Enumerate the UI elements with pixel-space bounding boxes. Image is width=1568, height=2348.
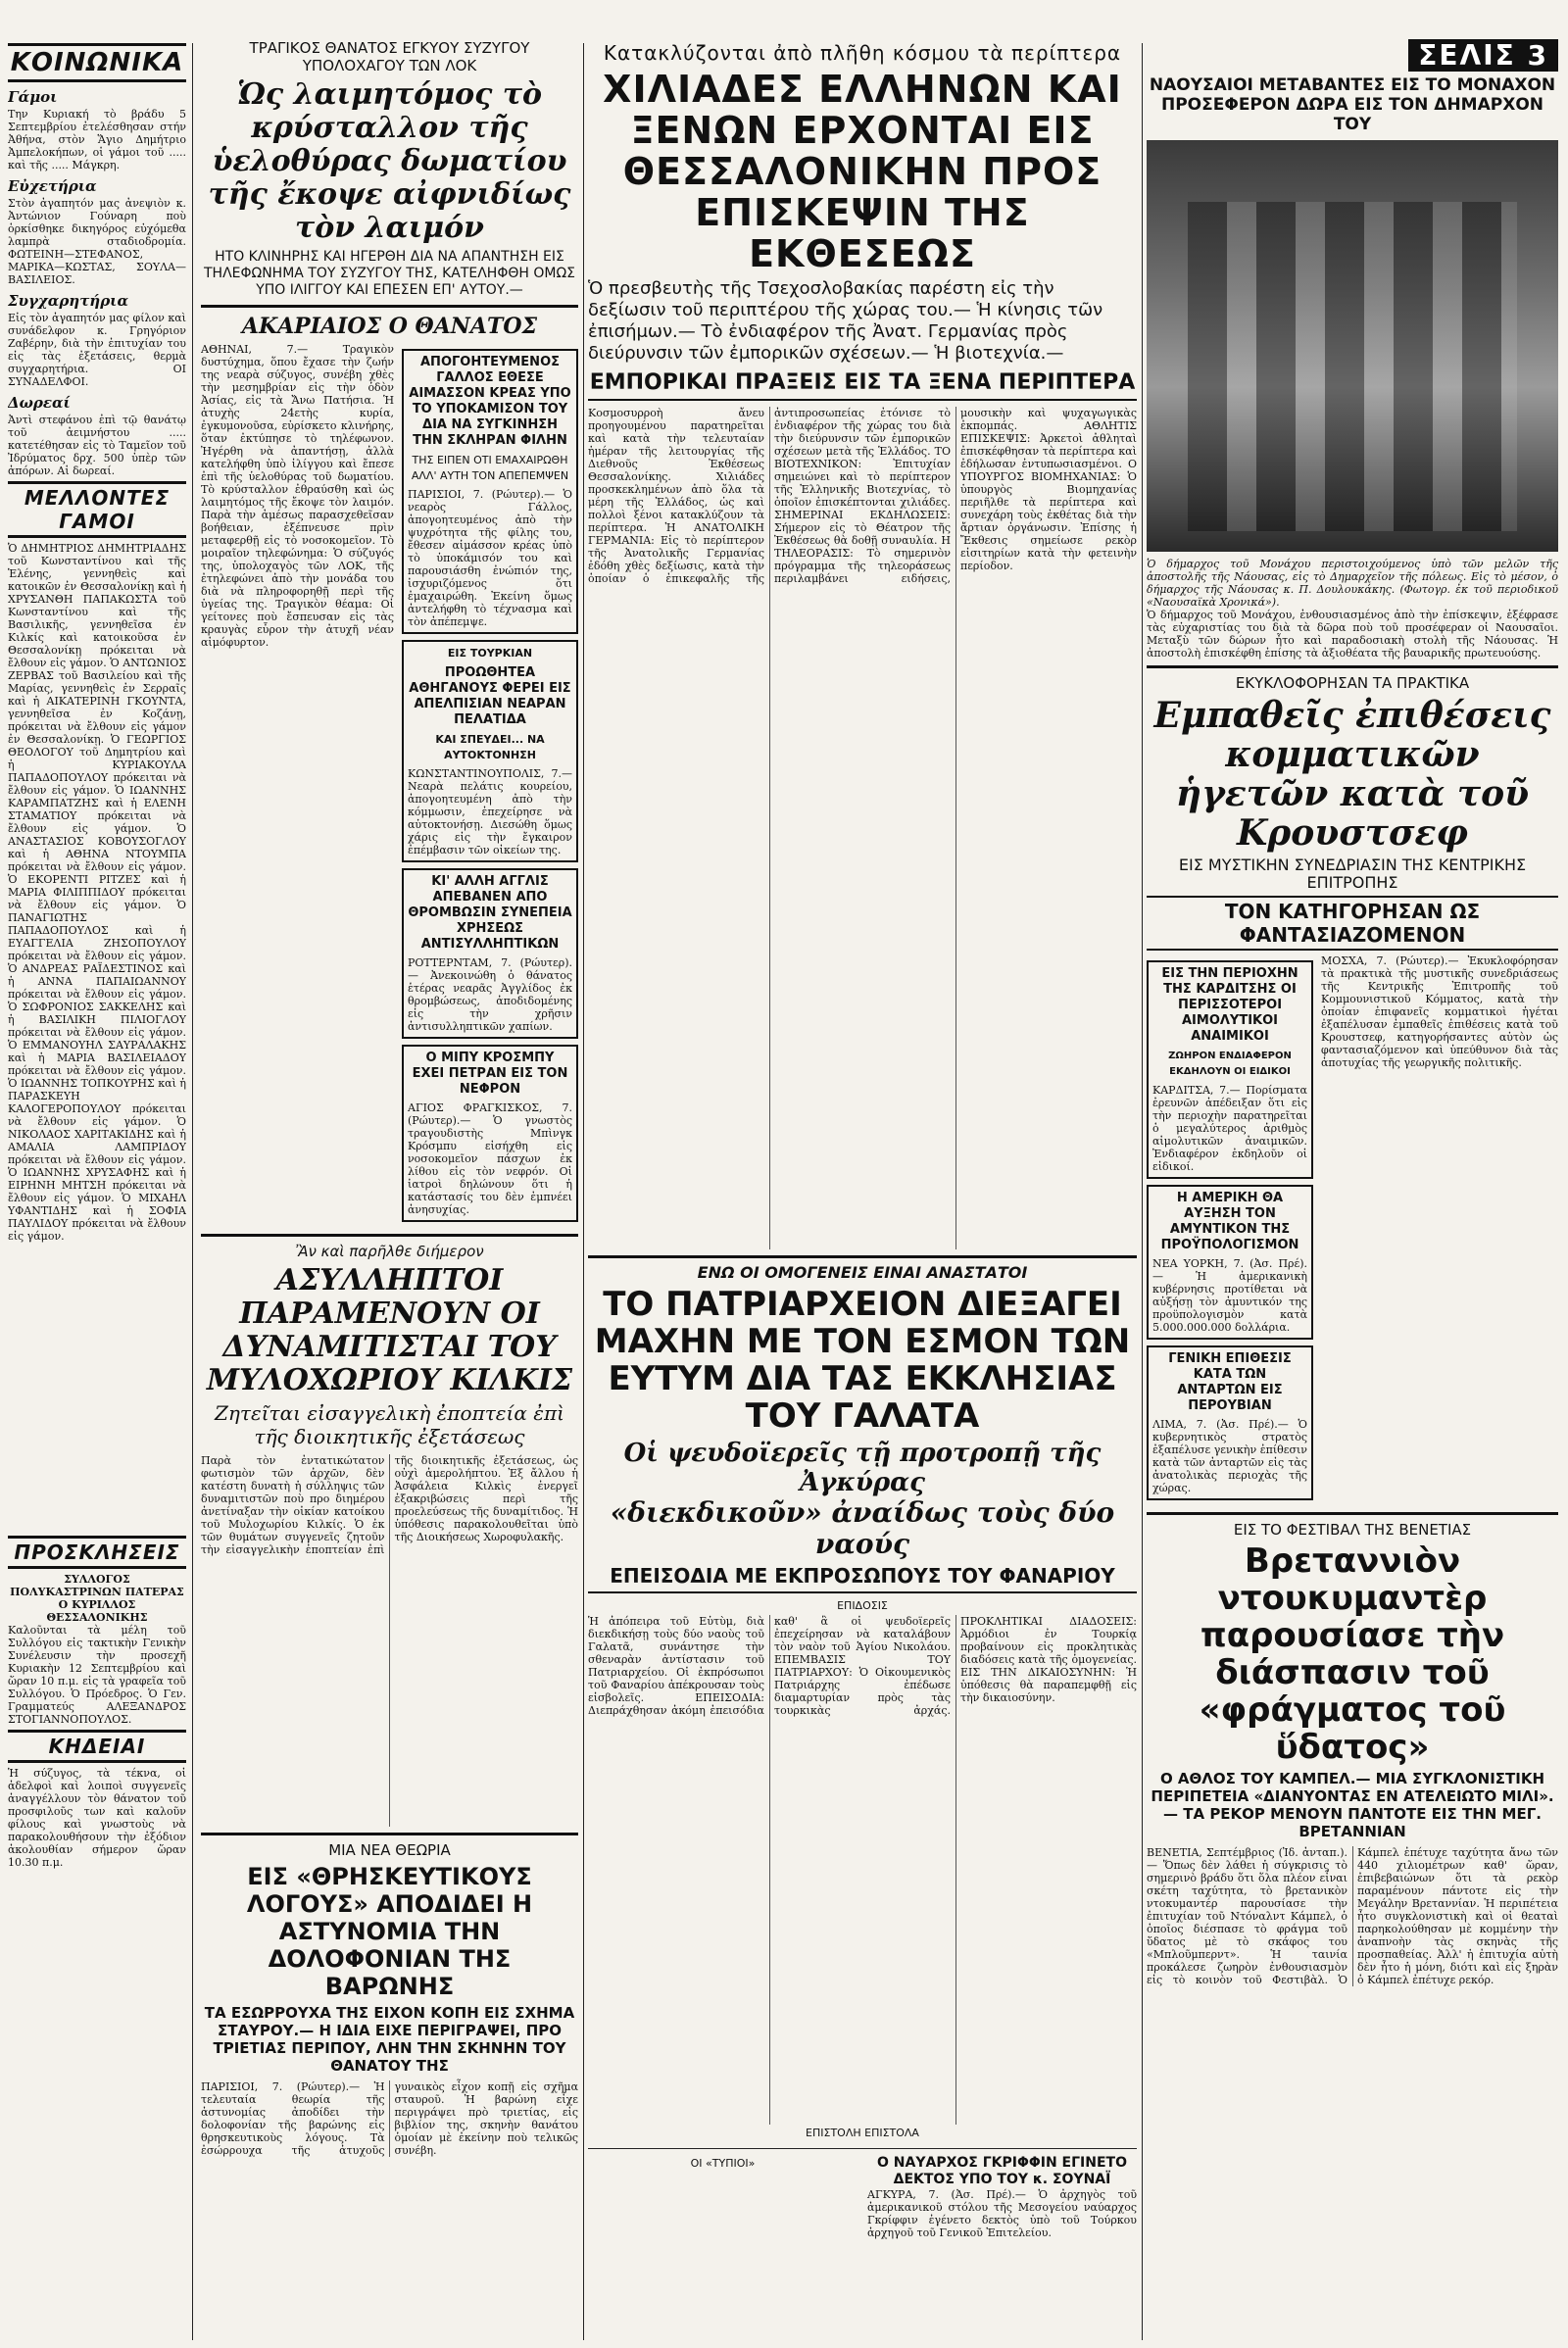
story1-headline: Ὡς λαιμητόμος τὸ κρύσταλλον τῆς ὑελοθύρας δωματίου τῆς ἔκοψε αἰφνιδίως τὸν λαιμόν (208, 77, 571, 245)
story1-text: ΑΘΗΝΑΙ, 7.— Τραγικὸν δυστύχημα, ὅπου ἔχασε τὴν ζωήν της νεαρὰ σύζυγος, συνέβη χθὲς τὴν μεσημβρίαν εἰς τὴν ὁδὸν Ἀσίας, εἰς τὰ Ἄνω Πατήσια. Ἡ ἀτυχὴς 24ετὴς κυρία, ἐγκυμονοῦσα, εὑρίσκετο κλινήρης, ὅταν ἐκτύπησε τὸ τηλέφωνον. Ἠγέρθη νὰ ἀπαντήσῃ, ἀλλὰ κατελήφθη ὑπὸ ἰλίγγου καὶ ἔπεσε ἐπὶ τῆς ὑελοθύρας τοῦ δωματίου. Τὸ κρύσταλλον ἐθραύσθη καὶ ὡς λαιμητόμος τῆς ἔκοψε τὸν λαιμόν. Παρὰ τὴν ἀμέσως παρασχεθεῖσαν βοήθειαν, ἐξέπνευσε πρὶν μεταφερθῇ εἰς τὸ νοσοκομεῖον. Τὸ μοιραῖον τηλεφώνημα: Ὁ σύζυγός της, ὑπολοχαγὸς τῶν ΛΟΚ, τῆς ἐτηλεφώνει ἀπὸ τὴν μονάδα του διὰ νὰ πληροφορηθῇ περὶ τῆς ὑγείας της. Τραγικὸν θέαμα: Οἱ γείτονες ποὺ ἔσπευσαν εἰς τὰς κραυγὰς εὗρον τὴν ἀτυχῆ νέαν αἱμόφυρτον. (201, 343, 394, 649)
rebels-headline: ΓΕΝΙΚΗ ΕΠΙΘΕΣΙΣ ΚΑΤΑ ΤΩΝ ΑΝΤΑΡΤΩΝ ΕΙΣ ΠΕΡΟΥΒΙΑΝ (1168, 1351, 1292, 1413)
social-section-title: ΚΟΙΝΩΝΙΚΑ (8, 43, 186, 82)
column-rule (192, 43, 193, 2340)
venice-headline: Βρεταννιὸν ντουκυμαντὲρ παρουσίασε τὴν διάσπασιν τοῦ «φράγματος τοῦ ὕδατος» (1199, 1541, 1506, 1767)
donations-label: Δωρεαί (8, 394, 71, 412)
photo-story-text: Ὁ δήμαρχος τοῦ Μονάχου, ἐνθουσιασμένος ἀπὸ τὴν ἐπίσκεψιν, ἐξέφρασε τὰς εὐχαριστίας του διὰ τὰ δῶρα ποὺ τοῦ προσέφεραν οἱ Ναουσαῖοι. Μεταξὺ τῶν δώρων ἦτο καὶ παραδοσιακὴ στολὴ τῆς Νάουσας. Ἡ ἀποστολὴ ἐπισκέφθη ἐπίσης τὰ ἀξιοθέατα τῆς βαυαρικῆς πρωτευούσης. (1147, 609, 1558, 660)
sidebar-story-box (402, 1045, 578, 1222)
sidebar-story-box (402, 640, 578, 862)
future-weddings-title: ΜΕΛΛΟΝΤΕΣ ΓΑΜΟΙ (8, 481, 186, 538)
usa-headline: Η ΑΜΕΡΙΚΗ ΘΑ ΑΥΞΗΣΗ ΤΟΝ ΑΜΥΝΤΙΚΟΝ ΤΗΣ ΠΡΟΫΠΟΛΟΓΙΣΜΟΝ (1160, 1191, 1299, 1252)
patriarchate-subhead: ΕΠΕΙΣΟΔΙΑ ΜΕ ΕΚΠΡΟΣΩΠΟΥΣ ΤΟΥ ΦΑΝΑΡΙΟΥ (588, 1564, 1137, 1593)
kremlin-headline: Εμπαθεῖς ἐπιθέσεις κομματικῶν ἡγετῶν κατὰ τοῦ Κρουστσεφ (1153, 695, 1551, 854)
fair-text: Κοσμοσυρροὴ ἄνευ προηγουμένου παρατηρεῖται καὶ κατὰ τὴν τελευταίαν ἡμέραν τῆς λειτουργίας τῆς Διεθνοῦς Ἐκθέσεως Θεσσαλονίκης. Χιλιάδες προσκεκλημένων ἀπὸ ὅλα τὰ μέρη τῆς Ἑλλάδος, ὡς καὶ πολλοὶ ξένοι κατακλύζουν τὰ περίπτερα. Ἡ ΑΝΑΤΟΛΙΚΗ ΓΕΡΜΑΝΙΑ: Εἰς τὸ περίπτερον τῆς Ἀνατολικῆς Γερμανίας ἐδόθη χθὲς δεξίωσις, κατὰ τὴν ὁποίαν ὁ ἐπικεφαλῆς τῆς ἀντιπροσωπείας ἐτόνισε τὸ ἐνδιαφέρον τῆς χώρας του διὰ τὴν διεύρυνσιν τῶν ἐμπορικῶν σχέσεων μετὰ τῆς Ἑλλάδος. ΤΟ ΒΙΟΤΕΧΝΙΚΟΝ: Ἐπιτυχίαν σημειώνει καὶ τὸ περίπτερον τῆς Ἑλληνικῆς Βιοτεχνίας, τὸ ὁποῖον ἐπισκέπτονται χιλιάδες. ΣΗΜΕΡΙΝΑΙ ΕΚΔΗΛΩΣΕΙΣ: Σήμερον εἰς τὸ Θέατρον τῆς Ἐκθέσεως θὰ δοθῇ συναυλία. Η ΤΗΛΕΟΡΑΣΙΣ: Τὸ σημερινὸν πρόγραμμα τῆς τηλεοράσεως περιλαμβάνει ειδήσεις, μουσικὴν καὶ ψυχαγωγικὰς ἐκπομπάς. ΑΘΛΗΤΙΣ ΕΠΙΣΚΕΨΙΣ: Ἀρκετοὶ ἀθληταὶ ἐπισκέφθησαν τὰ περίπτερα καὶ ἐδήλωσαν ἐντυπωσιασμένοι. Ο ΥΠΟΥΡΓΟΣ ΒΙΟΜΗΧΑΝΙΑΣ: Ὁ ὑπουργὸς Βιομηχανίας περιῆλθε τὰ περίπτερα καὶ συνεχάρη τοὺς ἐκθέτας διὰ τὴν ἄρτιαν ὀργάνωσιν. Ἐπίσης ἡ Ἔκθεσις σημείωσε ρεκὸρ εἰσιτηρίων κατὰ τὴν φετεινὴν περίοδον. (588, 407, 1137, 585)
mid-box3-title: ΟΙ «ΤΥΠΙΟΙ» (690, 2157, 756, 2170)
box1-sub: ΤΗΣ ΕΙΠΕΝ ΟΤΙ ΕΜΑΧΑΙΡΩΘΗ ΑΛΛ' ΑΥΤΗ ΤΟΝ ΑΠΕΠΕΜΨΕΝ (411, 454, 569, 482)
page-number-badge: ΣΕΛΙΣ 3 (1408, 39, 1558, 72)
photo-headline: ΝΑΟΥΣΑΙΟΙ ΜΕΤΑΒΑΝΤΕΣ ΕΙΣ ΤΟ ΜΟΝΑΧΟΝ ΠΡΟΣΕΦΕΡΟΝ ΔΩΡΑ ΕΙΣ ΤΟΝ ΔΗΜΑΡΧΟΝ ΤΟΥ (1149, 75, 1556, 134)
admiral-text: ΑΓΚΥΡΑ, 7. (Ἀσ. Πρέ).— Ὁ ἀρχηγὸς τοῦ ἀμερικανικοῦ στόλου τῆς Μεσογείου ναύαρχος Γκρίφφιν ἐγένετο δεκτὸς ὑπὸ τοῦ Τούρκου ἀρχηγοῦ τοῦ Γενικοῦ Ἐπιτελείου. (867, 2188, 1137, 2239)
sidebar-story-box (1147, 1345, 1313, 1500)
venice-deck: Ο ΑΘΛΟΣ ΤΟΥ ΚΑΜΠΕΛ.— ΜΙΑ ΣΥΓΚΛΟΝΙΣΤΙΚΗ ΠΕΡΙΠΕΤΕΙΑ «ΔΙΑΝΥΟΝΤΑΣ ΕΝ ΑΤΕΛΕΙΩΤΟ ΜΙΛΙ».— ΤΑ ΡΕΚΟΡ ΜΕΝΟΥΝ ΠΑΝΤΟΤΕ ΕΙΣ ΤΗΝ ΜΕΓ. ΒΡΕΤΑΝΝΙΑΝ (1151, 1770, 1554, 1840)
fair-headline: ΧΙΛΙΑΔΕΣ ΕΛΛΗΝΩΝ ΚΑΙ ΞΕΝΩΝ ΕΡΧΟΝΤΑΙ ΕΙΣ ΘΕΣΣΑΛΟΝΙΚΗΝ ΠΡΟΣ ΕΠΙΣΚΕΨΙΝ ΤΗΣ ΕΚΘΕΣΕΩΣ (603, 68, 1122, 275)
rebels-text: ΛΙΜΑ, 7. (Ἀσ. Πρέ).— Ὁ κυβερνητικὸς στρατὸς ἐξαπέλυσε γενικὴν ἐπίθεσιν κατὰ τῶν ἀνταρτῶν εἰς τὰς ἀνατολικὰς περιοχὰς τῆς χώρας. (1152, 1418, 1307, 1494)
box2-title: ΕΙΣ ΤΟΥΡΚΙΑΝ (447, 647, 533, 660)
anemia-headline: ΕΙΣ ΤΗΝ ΠΕΡΙΟΧΗΝ ΤΗΣ ΚΑΡΔΙΤΣΗΣ ΟΙ ΠΕΡΙΣΣΟΤΕΡΟΙ ΑΙΜΟΛΥΤΙΚΟΙ ΑΝΑΙΜΙΚΟΙ (1161, 966, 1298, 1044)
story3-headline: ΕΙΣ «ΘΡΗΣΚΕΥΤΙΚΟΥΣ ΛΟΓΟΥΣ» ΑΠΟΔΙΔΕΙ Η ΑΣΤΥΝΟΜΙΑ ΤΗΝ ΔΟΛΟΦΟΝΙΑΝ ΤΗΣ ΒΑΡΩΝΗΣ (246, 1863, 533, 2000)
venice-text: ΒΕΝΕΤΙΑ, Σεπτέμβριος (Ἰδ. ἀνταπ.).— Ὅπως δὲν λάθει ἡ σύγκρισις τὸ σημερινὸ βράδυ ὅτι ὅλα πλέον εἶναι σκέτη ταχύτητα, τὸ βρετανικὸν ντοκυμαντέρ παρουσίασε τὴν ἐπιτυχίαν τοῦ Ντόναλντ Κάμπελ, ὁ ὁποῖος διέσπασε τὸ φράγμα τοῦ ὕδατος μὲ τὸ σκάφος του «Μπλοῦμπερντ». Ἡ ταινία προκάλεσε ζωηρὸν ἐνθουσιασμὸν εἰς τὸ κοινὸν τοῦ Φεστιβὰλ. Ὁ Κάμπελ ἐπέτυχε ταχύτητα ἄνω τῶν 440 χιλιομέτρων καθ' ὥραν, ἐπιβεβαιώνων ὅτι τὰ ρεκὸρ παραμένουν πάντοτε εἰς τὴν Μεγάλην Βρεταννίαν. Ἡ περιπέτεια ἦτο συγκλονιστικὴ καὶ οἱ θεαταὶ παρηκολούθησαν μὲ κομμένην τὴν ἀναπνοὴν τὰς σκηνὰς τῆς προσπαθείας. Ἀλλ' ἡ ἐπιτυχία αὐτὴ δὲν ἦτο ἡ μόνη, διότι καὶ εἰς ξηρὰν ὁ Κάμπελ ἐπέτυχε ρεκόρ. (1147, 1846, 1558, 1986)
sidebar-story-box (1147, 960, 1313, 1179)
column-rule (583, 43, 584, 2340)
story3-kicker: ΜΙΑ ΝΕΑ ΘΕΩΡΙΑ (328, 1841, 451, 1859)
sidebar-story-box (402, 868, 578, 1039)
kremlin-subhead-2: ΤΟΝ ΚΑΤΗΓΟΡΗΣΑΝ ΩΣ ΦΑΝΤΑΣΙΑΖΟΜΕΝΟΝ (1147, 896, 1558, 951)
anemia-subhead: ΖΩΗΡΟΝ ΕΝΔΙΑΦΕΡΟΝ ΕΚΔΗΛΟΥΝ ΟΙ ΕΙΔΙΚΟΙ (1168, 1051, 1292, 1077)
box2-text: ΚΩΝΣΤΑΝΤΙΝΟΥΠΟΛΙΣ, 7.— Νεαρὰ πελάτις κουρείου, ἀπογοητευμένη ἀπὸ τὴν κόμμωσιν, ἐπεχείρησε νὰ αὐτοκτονήσῃ. Διεσώθη ὅμως χάρις εἰς τὴν ἔγκαιρον ἐπέμβασιν τῶν οἰκείων της. (408, 767, 572, 856)
thanks-label: Εὐχετήρια (8, 177, 97, 195)
story2-kicker: Ἂν καὶ παρῆλθε διήμερον (295, 1243, 484, 1260)
news-column-center (588, 39, 1137, 2338)
anemia-text: ΚΑΡΔΙΤΣΑ, 7.— Πορίσματα ἐρευνῶν ἀπέδειξαν ὅτι εἰς τὴν περιοχὴν παρατηρεῖται ὁ μεγαλύτερος ἀριθμὸς αἱμολυτικῶν ἀναιμικῶν. Ἐνδιαφέρον ἐκδηλοῦν οἱ εἰδικοί. (1152, 1084, 1307, 1173)
story1-deck: ΗΤΟ ΚΛΙΝΗΡΗΣ ΚΑΙ ΗΓΕΡΘΗ ΔΙΑ ΝΑ ΑΠΑΝΤΗΣΗ ΕΙΣ ΤΗΛΕΦΩΝΗΜΑ ΤΟΥ ΣΥΖΥΓΟΥ ΤΗΣ, ΚΑΤΕΛΗΦΘΗ ΟΜΩΣ ΥΠΟ ΙΛΙΓΓΟΥ ΚΑΙ ΕΠΕΣΕΝ ΕΠ' ΑΥΤΟΥ.— (203, 249, 575, 298)
kremlin-subhead: ΕΙΣ ΜΥΣΤΙΚΗΝ ΣΥΝΕΔΡΙΑΣΙΝ ΤΗΣ ΚΕΝΤΡΙΚΗΣ ΕΠΙΤΡΟΠΗΣ (1178, 856, 1527, 892)
weddings-text: Την Κυριακή τὸ βράδυ 5 Σεπτεμβρίου ἐτελέσθησαν στήν Ἀθήνα, στὸν Ἅγιο Δημήτριο Ἀμπελοκήπων, οἱ γάμοι τοῦ ..... καὶ τῆς ..... Μάγκρη. (8, 108, 186, 171)
patriarchate-kicker: ΕΝΩ ΟΙ ΟΜΟΓΕΝΕΙΣ ΕΙΝΑΙ ΑΝΑΣΤΑΤΟΙ (697, 1263, 1028, 1282)
box4-text: ΑΓΙΟΣ ΦΡΑΓΚΙΣΚΟΣ, 7. (Ρώυτερ).— Ὁ γνωστὸς τραγουδιστὴς Μπὶνγκ Κρόσμπυ εἰσήχθη εἰς νοσοκομεῖον πάσχων ἐκ λίθου εἰς τὸν νεφρόν. Οἱ ἰατροὶ δηλώνουν ὅτι ἡ κατάστασίς του δὲν ἐμπνέει ἀνησυχίας. (408, 1101, 572, 1216)
thanks-text: Στὸν ἀγαπητόν μας ἀνεψιὸν κ. Ἀντώνιον Γούναρη ποὺ ὁρκίσθηκε δικηγόρος εὐχόμεθα λαμπρὰ σταδιοδρομία. ΦΩΤΕΙΝΗ—ΣΤΕΦΑΝΟΣ, ΜΑΡΙΚΑ—ΚΩΣΤΑΣ, ΣΟΥΛΑ—ΒΑΣΙΛΕΙΟΣ. (8, 197, 186, 286)
funerals-text: Ἡ σύζυγος, τὰ τέκνα, οἱ ἀδελφοὶ καὶ λοιποὶ συγγενεῖς ἀναγγέλλουν τὸν θάνατον τοῦ προσφιλοῦς των καὶ καλοῦν φίλους καὶ γνωστοὺς νὰ παρακολουθήσουν τὴν ἐξόδιον ἀκολουθίαν σήμερον ὥραν 10.30 π.μ. (8, 1767, 186, 1869)
admiral-headline: Ο ΝΑΥΑΡΧΟΣ ΓΚΡΙΦΦΙΝ ΕΓΙΝΕΤΟ ΔΕΚΤΟΣ ΥΠΟ ΤΟΥ κ. ΣΟΥΝΑΪ (877, 2155, 1127, 2187)
usa-text: ΝΕΑ ΥΟΡΚΗ, 7. (Ἀσ. Πρέ).— Ἡ ἀμερικανικὴ κυβέρνησις προτίθεται νὰ αὐξήσῃ τὸν ἀμυντικόν της προϋπολογισμὸν κατὰ 5.000.000.000 δολλάρια. (1152, 1257, 1307, 1334)
kremlin-kicker: ΕΚΥΚΛΟΦΟΡΗΣΑΝ ΤΑ ΠΡΑΚΤΙΚΑ (1235, 674, 1470, 692)
invitations-sub: ΣΥΛΛΟΓΟΣ ΠΟΛΥΚΑΣΤΡΙΝΩΝ ΠΑΤΕΡΑΣ Ο ΚΥΡΙΛΛΟΣ ΘΕΣΣΑΛΟΝΙΚΗΣ (10, 1573, 184, 1624)
story2-text: Παρὰ τὸν ἐντατικώτατον φωτισμὸν τῶν ἀρχῶν, δὲν κατέστη δυνατὴ ἡ σύλληψις τῶν δυναμιτιστῶν ποὺ προ διημέρου ἀνετίναξαν τὴν οἰκίαν κατοίκου τοῦ Μυλοχωρίου Κιλκίς. Ὁ ἐκ τῶν θυμάτων συγγενεῖς ζητοῦν τὴν εἰσαγγελικὴν ἐποπτείαν ἐπὶ τῆς διοικητικῆς ἐξετάσεως, ὡς οὐχὶ ἀμερολήπτου. Ἐξ ἄλλου ἡ Ἀσφάλεια Κιλκὶς ἐνεργεῖ ἐξακριβώσεις περὶ τῆς προελεύσεως τῆς δυναμίτιδος. Ἡ ὑπόθεσις παρακολουθεῖται ὑπὸ τῆς Διοικήσεως Χωροφυλακῆς. (201, 1454, 578, 1556)
fair-deck: Ὁ πρεσβευτὴς τῆς Τσεχοσλοβακίας παρέστη εἰς τὴν δεξίωσιν τοῦ περιπτέρου τῆς χώρας του.— Ἡ κίνησις τῶν ἐπισήμων.— Τὸ ἐνδιαφέρον τῆς Ἀνατ. Γερμανίας πρὸς διεύρυνσιν τῶν ἐμπορικῶν σχέσεων.— Ἡ βιοτεχνία.— (588, 278, 1103, 364)
news-column-left (201, 39, 578, 2338)
funerals-title: ΚΗΔΕΙΑΙ (8, 1730, 186, 1763)
sidebar-story-box (402, 349, 578, 634)
kremlin-text: ΜΟΣΧΑ, 7. (Ρώυτερ).— Ἐκυκλοφόρησαν τὰ πρακτικὰ τῆς μυστικῆς συνεδριάσεως τῆς Κεντρικῆς Ἐπιτροπῆς τοῦ Κομμουνιστικοῦ Κόμματος, κατὰ τὴν ὁποίαν ἐπιφανεῖς κομματικοὶ ἡγέται ἐξαπέλυσαν ἐμπαθεῖς ἐπιθέσεις κατὰ τοῦ Κρουστσεφ, κατηγορήσαντες αὐτὸν ὡς φαντασιαζόμενον καὶ ὑπεύθυνον διὰ τὰς ἀποτυχίας τῆς γεωργικῆς πολιτικῆς. (1321, 954, 1558, 1069)
story2-subhead: Ζητεῖται εἰσαγγελικὴ ἐποπτεία ἐπὶ τῆς διοικητικῆς ἐξετάσεως (215, 1401, 564, 1448)
mid-box1-title: ΕΠΙΔΟΣΙΣ (837, 1599, 888, 1612)
congrats-label: Συγχαρητήρια (8, 292, 128, 310)
box1-text: ΠΑΡΙΣΙΟΙ, 7. (Ρώυτερ).— Ὁ νεαρὸς Γάλλος, ἀπογοητευμένος ἀπὸ τὴν ψυχρότητα τῆς φίλης του, ἔθεσεν αἱμάσσον κρέας ὑπὸ τὸ ὑποκάμισόν του καὶ παρουσιάσθη ἐνώπιόν της, ἰσχυριζόμενος ὅτι ἐμαχαιρώθη. Ἐκείνη ὅμως ἀντελήφθη τὸ τέχνασμα καὶ τὸν ἀπέπεμψε. (408, 488, 572, 628)
box3-title: ΚΙ' ΑΛΛΗ ΑΓΓΛΙΣ ΑΠΕΒΑΝΕΝ ΑΠΟ ΘΡΟΜΒΩΣΙΝ ΣΥΝΕΠΕΙΑ ΧΡΗΣΕΩΣ ΑΝΤΙΣΥΛΛΗΠΤΙΚΩΝ (408, 874, 572, 952)
future-weddings-text: Ὁ ΔΗΜΗΤΡΙΟΣ ΔΗΜΗΤΡΙΑΔΗΣ τοῦ Κωνσταντίνου καὶ τῆς Ἑλένης, γεννηθεὶς καὶ κατοικῶν ἐν Θεσσαλονίκῃ καὶ ἡ ΧΡΥΣΑΝΘΗ ΠΑΠΑΚΩΣΤΑ τοῦ Κωνσταντίνου καὶ τῆς Βασιλικῆς, γεννηθεῖσα ἐν Κιλκίς καὶ κατοικοῦσα ἐν Θεσσαλονίκῃ πρόκειται νὰ ἔλθουν εἰς γάμον. Ὁ ΑΝΤΩΝΙΟΣ ΖΕΡΒΑΣ τοῦ Βασιλείου καὶ τῆς Μαρίας, γεννηθεὶς ἐν Σερραῖς καὶ ἡ ΑΙΚΑΤΕΡΙΝΗ ΓΚΟΥΝΤΑ, γεννηθεῖσα ἐν Κοζάνῃ, πρόκειται νὰ ἔλθουν εἰς γάμον ἐν Θεσσαλονίκῃ. Ὁ ΓΕΩΡΓΙΟΣ ΘΕΟΛΟΓΟΥ τοῦ Δημητρίου καὶ ἡ ΚΥΡΙΑΚΟΥΛΑ ΠΑΠΑΔΟΠΟΥΛΟΥ πρόκειται νὰ ἔλθουν εἰς γάμον. Ὁ ΙΩΑΝΝΗΣ ΚΑΡΑΜΠΑΤΖΗΣ καὶ ἡ ΕΛΕΝΗ ΣΤΑΜΑΤΙΟΥ πρόκειται νὰ ἔλθουν εἰς γάμον. Ὁ ΑΝΑΣΤΑΣΙΟΣ ΚΟΒΟΥΣΟΓΛΟΥ καὶ ἡ ΑΘΗΝΑ ΝΤΟΥΜΠΑ πρόκειται νὰ ἔλθουν εἰς γάμον. Ὁ ΕΚΟΡΕΝΤΙ ΡΙΤΖΕΣ καὶ ἡ ΜΑΡΙΑ ΦΙΛΙΠΠΙΔΟΥ πρόκειται νὰ ἔλθουν εἰς γάμον. Ὁ ΠΑΝΑΓΙΩΤΗΣ ΠΑΠΑΔΟΠΟΥΛΟΣ καὶ ἡ ΕΥΑΓΓΕΛΙΑ ΖΗΣΟΠΟΥΛΟΥ πρόκειται νὰ ἔλθουν εἰς γάμον. Ὁ ΑΝΔΡΕΑΣ ΡΑΪΔΕΣΤΙΝΟΣ καὶ ἡ ΑΝΝΑ ΠΑΠΑΙΩΑΝΝΟΥ πρόκειται νὰ ἔλθουν εἰς γάμον. Ὁ ΣΩΦΡΟΝΙΟΣ ΣΑΚΚΕΛΗΣ καὶ ἡ ΒΑΣΙΛΙΚΗ ΠΙΛΙΟΓΛΟΥ πρόκειται νὰ ἔλθουν εἰς γάμον. Ὁ ΕΜΜΑΝΟΥΗΛ ΣΑΥΡΑΛΑΚΗΣ καὶ ἡ ΜΑΡΙΑ ΒΑΣΙΛΕΙΑΔΟΥ πρόκειται νὰ ἔλθουν εἰς γάμον. Ὁ ΙΩΑΝΝΗΣ ΤΟΠΚΟΥΡΗΣ καὶ ἡ ΠΑΡΑΣΚΕΥΗ ΚΑΛΟΓΕΡΟΠΟΥΛΟΥ πρόκειται νὰ ἔλθουν εἰς γάμον. Ὁ ΝΙΚΟΛΑΟΣ ΧΑΡΙΤΑΚΙΔΗΣ καὶ ἡ ΑΜΑΛΙΑ ΛΑΜΠΡΙΔΟΥ πρόκειται νὰ ἔλθουν εἰς γάμον. Ὁ ΙΩΑΝΝΗΣ ΧΡΥΣΑΦΗΣ καὶ ἡ ΕΙΡΗΝΗ ΜΗΤΣΗ πρόκειται νὰ ἔλθουν εἰς γάμον. Ὁ ΜΙΧΑΗΛ ΥΦΑΝΤΙΔΗΣ καὶ ἡ ΣΟΦΙΑ ΠΑΥΛΙΔΟΥ πρόκειται νὰ ἔλθουν εἰς γάμον. (8, 542, 186, 1243)
story1-kicker: ΤΡΑΓΙΚΟΣ ΘΑΝΑΤΟΣ ΕΓΚΥΟΥ ΣΥΖΥΓΟΥ ΥΠΟΛΟΧΑΓΟΥ ΤΩΝ ΛΟΚ (249, 39, 530, 74)
venice-kicker: ΕΙΣ ΤΟ ΦΕΣΤΙΒΑΛ ΤΗΣ ΒΕΝΕΤΙΑΣ (1233, 1521, 1472, 1539)
box2-sub: ΚΑΙ ΣΠΕΥΔΕΙ... ΝΑ ΑΥΤΟΚΤΟΝΗΣΗ (435, 733, 545, 761)
invitations-title: ΠΡΟΣΚΛΗΣΕΙΣ (8, 1536, 186, 1569)
fair-kicker: Κατακλύζονται ἀπὸ πλῆθη κόσμου τὰ περίπτερα (603, 41, 1122, 65)
patriarchate-deck2: «διεκδικοῦν» ἀναίδως τοὺς δύο ναούς (610, 1496, 1115, 1560)
story3-deck: ΤΑ ΕΣΩΡΡΟΥΧΑ ΤΗΣ ΕΙΧΟΝ ΚΟΠΗ ΕΙΣ ΣΧΗΜΑ ΣΤΑΥΡΟΥ.— Η ΙΔΙΑ ΕΙΧΕ ΠΕΡΙΓΡΑΨΕΙ, ΠΡΟ ΤΡΙΕΤΙΑΣ ΠΕΡΙΠΟΥ, ΛΗΝ ΤΗΝ ΣΚΗΝΗΝ ΤΟΥ ΘΑΝΑΤΟΥ ΤΗΣ (204, 2004, 575, 2075)
weddings-label: Γάμοι (8, 88, 58, 106)
box2-head: ΠΡΟΩΘΗΤΕΑ ΑΘΗΓΑΝΟΥΣ ΦΕΡΕΙ ΕΙΣ ΑΠΕΛΠΙΣΙΑΝ ΝΕΑΡΑΝ ΠΕΛΑΤΙΔΑ (409, 665, 571, 727)
story2-headline: ΑΣΥΛΛΗΠΤΟΙ ΠΑΡΑΜΕΝΟΥΝ ΟΙ ΔΥΝΑΜΙΤΙΣΤΑΙ ΤΟΥ ΜΥΛΟΧΩΡΙΟΥ ΚΙΛΚΙΣ (206, 1263, 573, 1397)
patriarchate-headline: ΤΟ ΠΑΤΡΙΑΡΧΕΙΟΝ ΔΙΕΞΑΓΕΙ ΜΑΧΗΝ ΜΕ ΤΟΝ ΕΣΜΟΝ ΤΩΝ ΕΥΤΥΜ ΔΙΑ ΤΑΣ ΕΚΚΛΗΣΙΑΣ ΤΟΥ ΓΑΛΑΤΑ (594, 1285, 1131, 1436)
news-column-right (1147, 39, 1558, 2338)
box4-title: Ο ΜΙΠΥ ΚΡΟΣΜΠΥ ΕΧΕΙ ΠΕΤΡΑΝ ΕΙΣ ΤΟΝ ΝΕΦΡΟΝ (412, 1051, 568, 1097)
social-column (8, 39, 186, 2338)
column-rule (1142, 43, 1143, 2340)
fair-subhead: ΕΜΠΟΡΙΚΑΙ ΠΡΑΞΕΙΣ ΕΙΣ ΤΑ ΞΕΝΑ ΠΕΡΙΠΤΕΡΑ (588, 370, 1137, 401)
photo-caption: Ὁ δήμαρχος τοῦ Μονάχου περιστοιχούμενος ὑπὸ τῶν μελῶν τῆς ἀποστολῆς τῆς Νάουσας, εἰς τὸ Δημαρχεῖον τῆς πόλεως. Εἰς τὸ μέσον, ὁ δήμαρχος τῆς Νάουσας κ. Π. Δουλουκάκης. (Φωτογρ. ἐκ τοῦ περιοδικοῦ «Ναουσαϊκὰ Χρονικά»). (1147, 558, 1558, 609)
story3-text: ΠΑΡΙΣΙΟΙ, 7. (Ρώυτερ).— Ἡ τελευταία θεωρία τῆς ἀστυνομίας ἀποδίδει τὴν δολοφονίαν τῆς βαρώνης εἰς θρησκευτικοὺς λόγους. Τὰ ἐσώρρουχα τῆς ἀτυχοῦς γυναικὸς εἶχον κοπῇ εἰς σχῆμα σταυροῦ. Ἡ βαρώνη εἶχε περιγράψει πρὸ τριετίας, εἰς βιβλίον της, σκηνὴν θανάτου ὁμοίαν μὲ ἐκείνην ποὺ τελικῶς συνέβη. (201, 2080, 578, 2157)
invitations-text: Καλοῦνται τὰ μέλη τοῦ Συλλόγου εἰς τακτικὴν Γενικὴν Συνέλευσιν τὴν προσεχῆ Κυριακὴν 12 Σεπτεμβρίου καὶ ὥραν 10 π.μ. εἰς τὰ γραφεῖα τοῦ Συλλόγου. Ὁ Πρόεδρος. Ὁ Γεν. Γραμματεύς ΑΛΕΞΑΝΔΡΟΣ ΣΤΟΓΙΑΝΝΟΠΟΥΛΟΣ. (8, 1624, 186, 1726)
story1-subhead: ΑΚΑΡΙΑΙΟΣ Ο ΘΑΝΑΤΟΣ (241, 314, 538, 339)
box3-text: ΡΟΤΤΕΡΝΤΑΜ, 7. (Ρώυτερ).— Ἀνεκοινώθη ὁ θάνατος ἑτέρας νεαρᾶς Ἀγγλίδος ἐκ θρομβώσεως, ἀποδιδομένης εἰς τὴν χρῆσιν ἀντισυλληπτικῶν χαπίων. (408, 956, 572, 1033)
sidebar-story-box (1147, 1185, 1313, 1340)
patriarchate-deck1: Οἱ ψευδοϊερεῖς τῇ προτροπῇ τῆς Ἀγκύρας (623, 1439, 1102, 1497)
donations-text: Ἀντὶ στεφάνου ἐπὶ τῷ θανάτῳ τοῦ ἀειμνήστου ..... κατετέθησαν εἰς τὸ Ταμεῖον τοῦ Ἰδρύματος δρχ. 500 ὑπὲρ τῶν ἀπόρων. Αἱ δωρεαί. (8, 414, 186, 477)
mid-box2-title: ΕΠΙΣΤΟΛΗ ΕΠΙΣΤΟΛΑ (806, 2127, 919, 2139)
patriarchate-text: Ἡ ἀπόπειρα τοῦ Εὐτὺμ, διὰ διεκδικήσῃ τοὺς δύο ναοὺς τοῦ Γαλατᾶ, συνάντησε τὴν σθεναρὰν ἀντίστασιν τοῦ Πατριαρχείου. Οἱ ἐκπρόσωποι τοῦ Φαναρίου ἀπέκρουσαν τοὺς εἰσβολεῖς. ΕΠΕΙΣΟΔΙΑ: Διεπράχθησαν ἀκόμη ἐπεισόδια καθ' ἃ οἱ ψευδοϊερεῖς ἐπεχείρησαν νὰ καταλάβουν τὸν ναὸν τοῦ Ἁγίου Νικολάου. ΕΠΕΜΒΑΣΙΣ ΤΟΥ ΠΑΤΡΙΑΡΧΟΥ: Ὁ Οἰκουμενικὸς Πατριάρχης ἐπέδωσε διαμαρτυρίαν πρὸς τὰς τουρκικὰς ἀρχάς. ΠΡΟΚΛΗΤΙΚΑΙ ΔΙΑΔΟΣΕΙΣ: Ἀρμόδιοι ἐν Τουρκίᾳ προβαίνουν εἰς προκλητικὰς διαδόσεις κατὰ τῆς ὁμογενείας. ΕΙΣ ΤΗΝ ΔΙΚΑΙΟΣΥΝΗΝ: Ἡ ὑπόθεσις θὰ παραπεμφθῇ εἰς τὴν δικαιοσύνην. (588, 1615, 1137, 1717)
group-photo (1147, 140, 1558, 552)
congrats-text: Εἰς τὸν ἀγαπητόν μας φίλον καὶ συνάδελφον κ. Γρηγόριον Ζαβέρην, διὰ τὴν ἐπιτυχίαν του εἰς τὰς ἐξετάσεις, θερμὰ συγχαρητήρια. ΟΙ ΣΥΝΑΔΕΛΦΟΙ. (8, 312, 186, 388)
box1-title: ΑΠΟΓΟΗΤΕΥΜΕΝΟΣ ΓΑΛΛΟΣ ΕΘΕΣΕ ΑΙΜΑΣΣΟΝ ΚΡΕΑΣ ΥΠΟ ΤΟ ΥΠΟΚΑΜΙΣΟΝ ΤΟΥ ΔΙΑ ΝΑ ΣΥΓΚΙΝΗΣΗ ΤΗΝ ΣΚΛΗΡΑΝ ΦΙΛΗΝ (409, 355, 571, 448)
